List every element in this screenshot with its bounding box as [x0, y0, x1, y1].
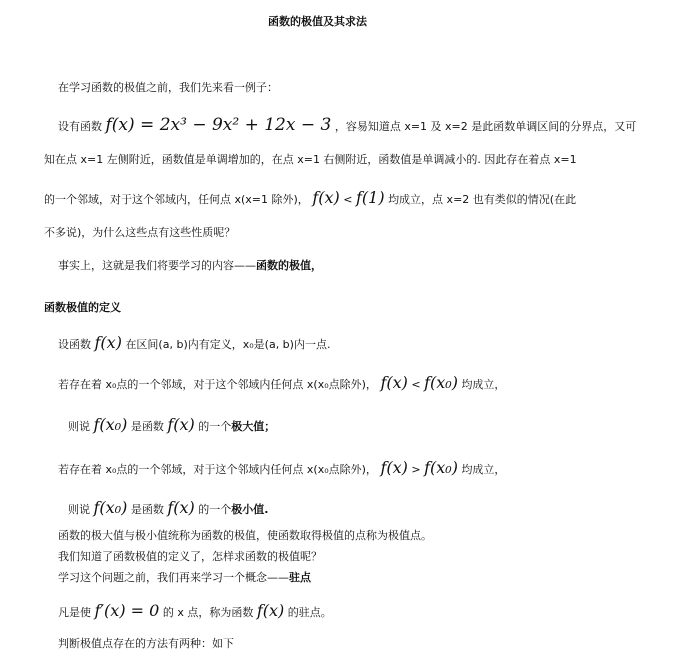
text: 学习这个问题之前，我们再来学习一个概念—— [58, 571, 289, 584]
example-line-1 [58, 117, 636, 135]
math-formula: f(x) = 2x³ − 9x² + 12x − 3 [105, 115, 332, 135]
text: 在区间(a, b)内有定义，x₀是(a, b)内一点. [125, 338, 331, 351]
text: ，容易知道点 x=1 及 x=2 是此函数单调区间的分界点，又可 [334, 120, 637, 133]
text: 是函数 [130, 420, 164, 433]
math-fx0: f(x₀) [424, 458, 458, 477]
math-fx: f(x) [312, 188, 340, 207]
text: 的 x 点，称为函数 [162, 606, 254, 619]
section-heading: 函数极值的定义 [44, 301, 121, 314]
math-fx: f(x) [380, 458, 408, 477]
math-derivative: f′(x) = 0 [94, 601, 160, 620]
text: 则说 [68, 420, 90, 433]
example-line-3 [44, 190, 576, 208]
math-fx: f(x) [94, 333, 122, 352]
intro-paragraph: 在学习函数的极值之前，我们先来看一例子： [58, 81, 278, 94]
example-line-4: 不多说)，为什么这些点有这些性质呢？ [44, 226, 236, 239]
text: 设有函数 [58, 120, 102, 133]
text: 的一个 [198, 420, 232, 433]
text: 凡是使 [58, 606, 91, 619]
greater-than: > [411, 463, 421, 476]
summary-line-2: 我们知道了函数极值的定义了，怎样求函数的极值呢？ [58, 550, 322, 563]
text: 均成立， [461, 378, 506, 391]
text: 若存在着 x₀点的一个邻域，对于这个邻域内任何点 x(x₀点除外)， [58, 463, 377, 476]
maximum-term: 极大值； [231, 420, 276, 433]
page-title: 函数的极值及其求法 [268, 15, 367, 28]
less-than: < [343, 193, 353, 206]
math-fx: f(x) [380, 373, 408, 392]
definition-line-2 [58, 375, 505, 393]
text: 若存在着 x₀点的一个邻域，对于这个邻域内任何点 x(x₀点除外)， [58, 378, 377, 391]
text: 则说 [68, 503, 90, 516]
summary-line-3 [58, 570, 311, 586]
text: 均成立，点 x=2 也有类似的情况(在此 [388, 193, 577, 206]
minimum-line [68, 500, 268, 518]
math-fx0: f(x₀) [93, 498, 128, 517]
less-than: < [411, 378, 421, 391]
math-fx: f(x) [167, 415, 195, 434]
stationary-point-term: 驻点 [289, 571, 311, 584]
math-fx0: f(x₀) [424, 373, 458, 392]
emphasis: 函数的极值， [256, 259, 322, 272]
math-fx0: f(x₀) [93, 415, 128, 434]
math-fx: f(x) [167, 498, 195, 517]
text: 的一个邻域，对于这个邻域内，任何点 x(x=1 除外)， [44, 193, 309, 206]
definition-line-4 [58, 460, 505, 478]
text: 是函数 [130, 503, 164, 516]
summary-line-1: 函数的极大值与极小值统称为函数的极值，使函数取得极值的点称为极值点。 [58, 529, 432, 542]
text: 均成立， [461, 463, 506, 476]
math-f1: f(1) [355, 188, 385, 207]
text: 的驻点。 [287, 606, 332, 619]
math-fx: f(x) [256, 601, 285, 620]
transition-paragraph [58, 258, 322, 274]
text: 设函数 [58, 338, 91, 351]
methods-line: 判断极值点存在的方法有两种：如下 [58, 637, 234, 650]
minimum-term: 极小值. [231, 503, 269, 516]
example-line-2: 知在点 x=1 左侧附近，函数值是单调增加的，在点 x=1 右侧附近，函数值是单调减小的. 因此存在着点 x=1 [44, 153, 577, 166]
text: 事实上，这就是我们将要学习的内容—— [58, 259, 256, 272]
stationary-point-definition [58, 603, 332, 621]
text: 的一个 [198, 503, 232, 516]
maximum-line [68, 417, 275, 435]
definition-line-1 [58, 335, 330, 353]
